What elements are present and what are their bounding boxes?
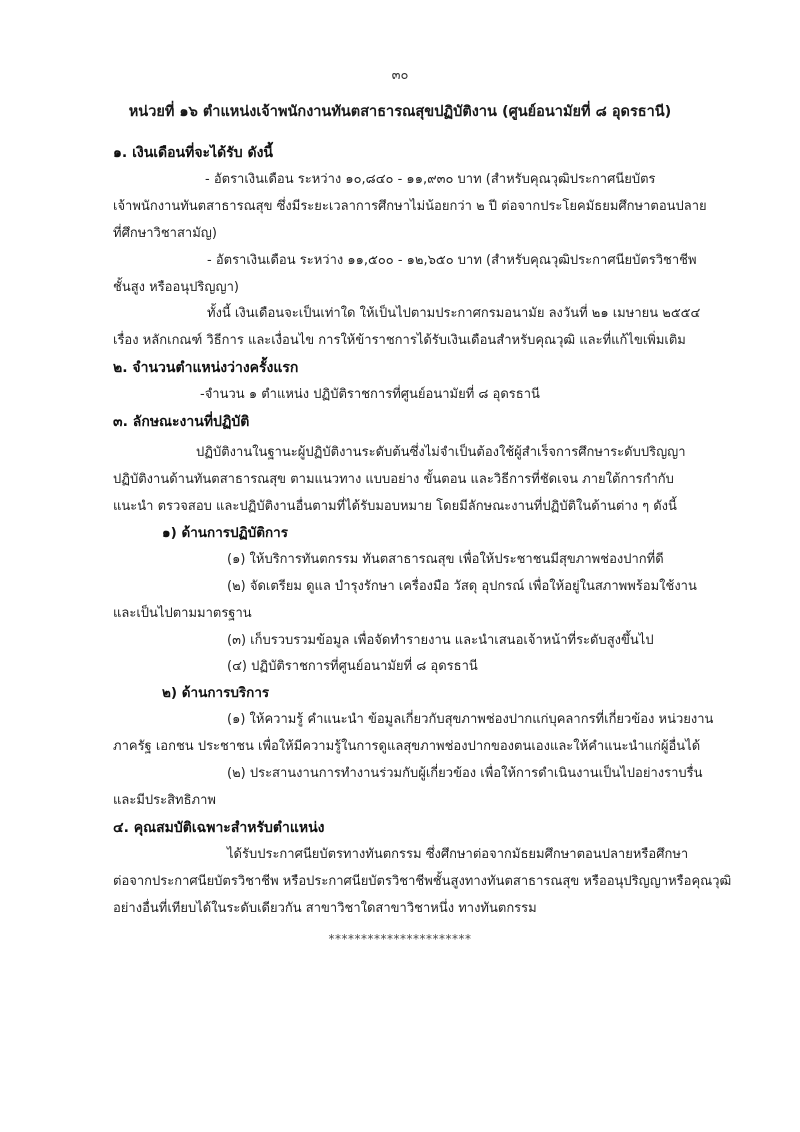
service-item2-line1: (๒) ประสานงานการทำงานร่วมกับผู้เกี่ยวข้อง เพื่อให้การดำเนินงานเป็นไปอย่างราบรื่น [227,766,703,781]
salary-rate2-line2: ชั้นสูง หรืออนุปริญญา) [113,280,239,295]
page-number: ๓๐ [391,68,409,83]
section-duties-heading: ๓. ลักษณะงานที่ปฏิบัติ [113,414,250,430]
salary-note-line1: ทั้งนี้ เงินเดือนจะเป็นเท่าใด ให้เป็นไปตามประกาศกรมอนามัย ลงวันที่ ๒๑ เมษายน ๒๕๕๔ [207,306,701,321]
salary-note-line2: เรื่อง หลักเกณฑ์ วิธีการ และเงื่อนไข การให้ข้าราชการได้รับเงินเดือนสำหรับคุณวุฒิ และที่แก้ไขเพิ่มเติม [113,333,686,348]
salary-rate1-line2: เจ้าพนักงานทันตสาธารณสุข ซึ่งมีระยะเวลาการศึกษาไม่น้อยกว่า ๒ ปี ต่อจากประโยคมัธยมศึกษาตอนปลาย [113,199,707,214]
document-title: หน่วยที่ ๑๖ ตำแหน่งเจ้าพนักงานทันตสาธารณสุขปฏิบัติงาน (ศูนย์อนามัยที่ ๘ อุดรธานี) [128,104,672,120]
qualifications-line1: ได้รับประกาศนียบัตรทางทันตกรรม ซึ่งศึกษาต่อจากมัธยมศึกษาตอนปลายหรือศึกษา [227,847,689,862]
section-qualifications-heading: ๔. คุณสมบัติเฉพาะสำหรับตำแหน่ง [113,820,325,836]
section-salary-heading: ๑. เงินเดือนที่จะได้รับ ดังนี้ [113,145,273,161]
duties-intro-line1: ปฏิบัติงานในฐานะผู้ปฏิบัติงานระดับต้นซึ่งไม่จำเป็นต้องใช้ผู้สำเร็จการศึกษาระดับปริญญา [196,445,686,460]
end-marker: ********************** [328,932,472,946]
service-item1-line2: ภาครัฐ เอกชน ประชาชน เพื่อให้มีความรู้ในการดูแลสุขภาพช่องปากของตนเองและให้คำแนะนำแก่ผู้อื่นได้ [113,739,701,754]
operation-item2-line1: (๒) จัดเตรียม ดูแล บำรุงรักษา เครื่องมือ วัสดุ อุปกรณ์ เพื่อให้อยู่ในสภาพพร้อมใช้งาน [227,579,697,594]
duties-service-heading: ๒) ด้านการบริการ [162,685,270,701]
service-item2-line2: และมีประสิทธิภาพ [113,793,216,808]
operation-item4: (๔) ปฏิบัติราชการที่ศูนย์อนามัยที่ ๘ อุดรธานี [227,659,478,674]
section-vacancy-heading: ๒. จำนวนตำแหน่งว่างครั้งแรก [113,360,299,376]
duties-operation-heading: ๑) ด้านการปฏิบัติการ [162,525,288,541]
service-item1-line1: (๑) ให้ความรู้ คำแนะนำ ข้อมูลเกี่ยวกับสุขภาพช่องปากแก่บุคลากรที่เกี่ยวข้อง หน่วยงาน [227,712,714,727]
vacancy-line1: -จำนวน ๑ ตำแหน่ง ปฏิบัติราชการที่ศูนย์อนามัยที่ ๘ อุดรธานี [200,387,540,402]
operation-item2-line2: และเป็นไปตามมาตรฐาน [113,606,252,621]
operation-item3: (๓) เก็บรวบรวมข้อมูล เพื่อจัดทำรายงาน และนำเสนอเจ้าหน้าที่ระดับสูงขึ้นไป [227,633,654,648]
qualifications-line3: อย่างอื่นที่เทียบได้ในระดับเดียวกัน สาขาวิชาใดสาขาวิชาหนึ่ง ทางทันตกรรม [113,901,537,916]
duties-intro-line2: ปฏิบัติงานด้านทันตสาธารณสุข ตามแนวทาง แบบอย่าง ขั้นตอน และวิธีการที่ชัดเจน ภายใต้การกำกับ [113,472,674,487]
operation-item1: (๑) ให้บริการทันตกรรม ทันตสาธารณสุข เพื่อให้ประชาชนมีสุขภาพช่องปากที่ดี [227,552,664,567]
duties-intro-line3: แนะนำ ตรวจสอบ และปฏิบัติงานอื่นตามที่ได้รับมอบหมาย โดยมีลักษณะงานที่ปฏิบัติในด้านต่าง ๆ ดังนี้ [113,499,677,514]
salary-rate1-line3: ที่ศึกษาวิชาสามัญ) [113,226,217,241]
salary-rate1-line1: - อัตราเงินเดือน ระหว่าง ๑๐,๘๔๐ - ๑๑,๙๓๐ บาท (สำหรับคุณวุฒิประกาศนียบัตร [205,172,656,187]
salary-rate2-line1: - อัตราเงินเดือน ระหว่าง ๑๑,๕๐๐ - ๑๒,๖๕๐ บาท (สำหรับคุณวุฒิประกาศนียบัตรวิชาชีพ [207,253,697,268]
qualifications-line2: ต่อจากประกาศนียบัตรวิชาชีพ หรือประกาศนียบัตรวิชาชีพชั้นสูงทางทันตสาธารณสุข หรืออนุปริญญาหรือคุณวุฒิ [113,874,732,889]
